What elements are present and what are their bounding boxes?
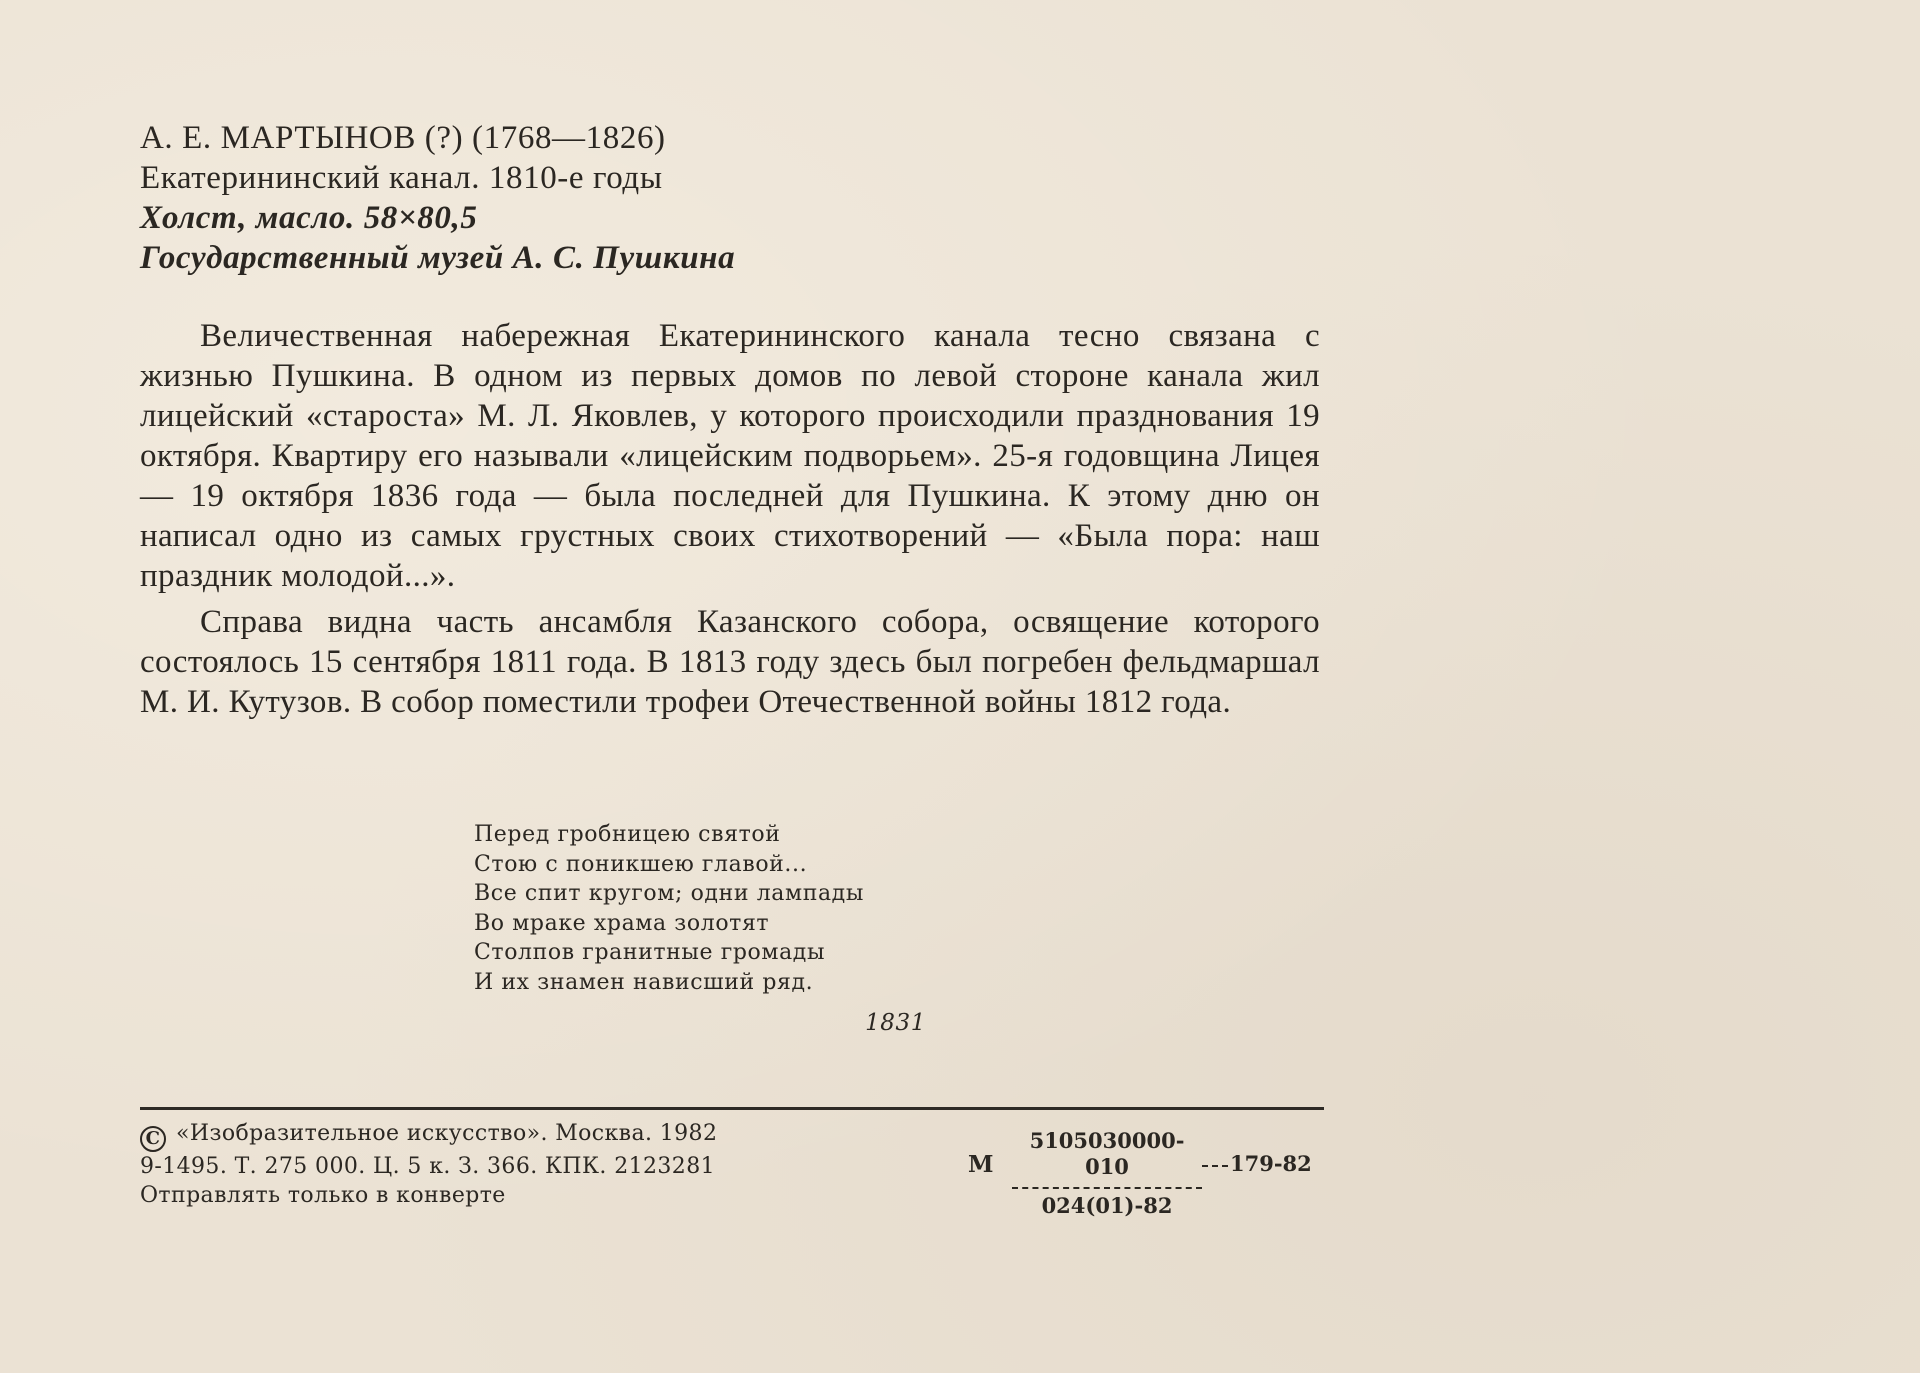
poem-line: И их знамен нависший ряд. (474, 969, 814, 995)
print-details: 9-1495. Т. 275 000. Ц. 5 к. З. 366. КПК. 2123281 (140, 1154, 716, 1179)
artwork-medium: Холст, масло. 58×80,5 (140, 200, 478, 236)
catalog-code (968, 1128, 1328, 1218)
poem-quote (474, 820, 994, 1039)
publisher-row (140, 1119, 900, 1152)
artist-line: А. Е. МАРТЫНОВ (?) (1768—1826) (140, 120, 666, 156)
description-paragraph: Величественная набережная Екатерининского канала тесно связана с жизнью Пушкина. В одном из первых домов по левой стороне канала жил лицейский «староста» М. Л. Яковлев, у которого происходили празднования 19 октября. Квартиру его называли «лицейским подворьем». 25-я годовщина Лицея — 19 октября 1836 года — была последней для Пушкина. К этому дню он написал одно из самых грустных своих стихотворений — «Была пора: наш праздник молодой...». (140, 318, 1320, 594)
poem-line: Столпов гранитные громады (474, 940, 826, 965)
artwork-caption (140, 118, 1340, 278)
fraction-bar (1012, 1187, 1202, 1189)
copyright-icon: C (140, 1126, 166, 1152)
poem-line: Все спит кругом; одни лампады (474, 881, 864, 906)
code-suffix: 179-82 (1202, 1151, 1312, 1176)
poem-line: Стою с поникшею главой... (474, 851, 808, 877)
code-denominator: 024(01)-82 (1041, 1193, 1173, 1218)
divider-rule (140, 1107, 1324, 1110)
description-text (140, 316, 1320, 728)
code-letter: М (968, 1151, 994, 1178)
artwork-title: Екатерининский канал. 1810-е годы (140, 160, 663, 196)
mailing-note: Отправлять только в конверте (140, 1183, 506, 1208)
code-numerator: 5105030000-010 (1029, 1128, 1185, 1179)
poem-line: Перед гробницею святой (474, 822, 781, 847)
publisher-line: «Изобразительное искусство». Москва. 1982 (176, 1121, 718, 1146)
poem-year: 1831 (865, 1010, 926, 1036)
code-fraction (1012, 1128, 1202, 1219)
description-paragraph: Справа видна часть ансамбля Казанского собора, освящение которого состоялось 15 сентября 1811 года. В 1813 году здесь был погребен фельдмаршал М. И. Кутузов. В собор поместили трофеи Отечественной войны 1812 года. (140, 604, 1320, 720)
publisher-imprint (140, 1119, 900, 1210)
artwork-collection: Государственный музей А. С. Пушкина (140, 240, 736, 276)
poem-line: Во мраке храма золотят (474, 910, 770, 936)
